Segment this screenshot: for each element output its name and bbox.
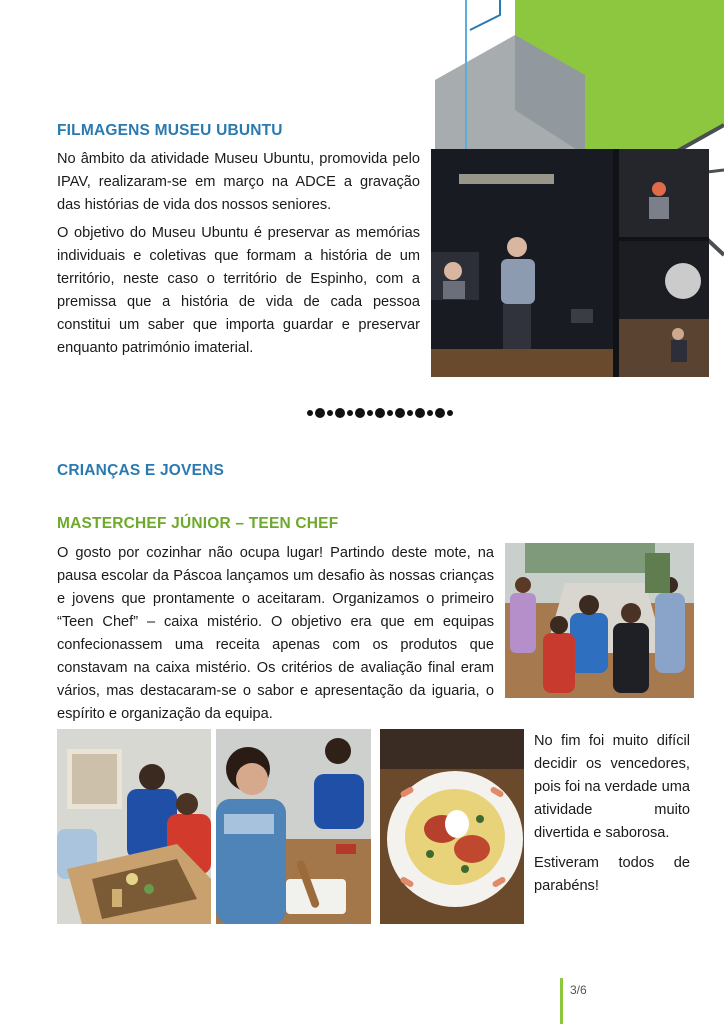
cooking-photo-drawing (216, 729, 371, 924)
masterchef-paragraph-3: Estiveram todos de parabéns! (534, 855, 690, 894)
separator-dot (367, 410, 373, 416)
box-photo-drawing (57, 729, 211, 924)
museu-paragraph-1: No âmbito da atividade Museu Ubuntu, promovida pelo IPAV, realizaram-se em março na ADCE a gravação das histórias de vida dos nossos seniores. (57, 151, 420, 213)
section-title-museu: FILMAGENS MUSEU UBUNTU (57, 122, 283, 139)
dotted-separator (307, 408, 453, 418)
group-photo-drawing (505, 543, 694, 698)
separator-dot (347, 410, 353, 416)
section-title-criancas: CRIANÇAS E JOVENS (57, 462, 225, 479)
page-number-bar (560, 978, 563, 1024)
section-title-masterchef: MASTERCHEF JÚNIOR – TEEN CHEF (57, 515, 339, 532)
separator-dot (355, 408, 365, 418)
page-number: 3/6 (570, 983, 587, 997)
museu-photo-drawing (431, 149, 709, 377)
separator-dot (435, 408, 445, 418)
separator-dot (387, 410, 393, 416)
separator-dot (307, 410, 313, 416)
masterchef-text (57, 542, 494, 726)
separator-dot (375, 408, 385, 418)
cooking-kids-photo (216, 729, 371, 924)
teen-chef-group-photo (505, 543, 694, 698)
dish-photo-drawing (380, 729, 524, 924)
museu-paragraph-2: O objetivo do Museu Ubuntu é preservar as memórias individuais e coletivas que formam a história de um território, neste caso o território de Espinho, com a premissa que a história de vida de cada pessoa constitui um saber que importa guardar e preservar enquanto património imaterial. (57, 225, 420, 356)
masterchef-paragraph-1: O gosto por cozinhar não ocupa lugar! Partindo deste mote, na pausa escolar da Páscoa lançamos um desafio às nossas crianças e jovens que prontamente o aceitaram. Organizamos o primeiro “Teen Chef” – caixa mistério. O objetivo era que em equipas confecionassem uma receita apenas com os produtos que constavam na caixa mistério. Os critérios de avaliação final eram vários, mas destacaram-se o sabor e apresentação da iguaria, o espírito e organização da equipa. (57, 545, 494, 722)
separator-dot (447, 410, 453, 416)
blue-line-2 (470, 0, 500, 30)
pasta-dish-photo (380, 729, 524, 924)
separator-dot (407, 410, 413, 416)
museu-text (57, 148, 420, 360)
museu-photo-collage (431, 149, 709, 377)
separator-dot (327, 410, 333, 416)
separator-dot (427, 410, 433, 416)
separator-dot (395, 408, 405, 418)
separator-dot (315, 408, 325, 418)
masterchef-paragraph-2: No fim foi muito difícil decidir os vencedores, pois foi na verdade uma atividade muito divertida e saborosa. (534, 733, 690, 841)
masterchef-closing-text (534, 730, 690, 898)
separator-dot (335, 408, 345, 418)
separator-dot (415, 408, 425, 418)
kitchen-box-photo (57, 729, 211, 924)
